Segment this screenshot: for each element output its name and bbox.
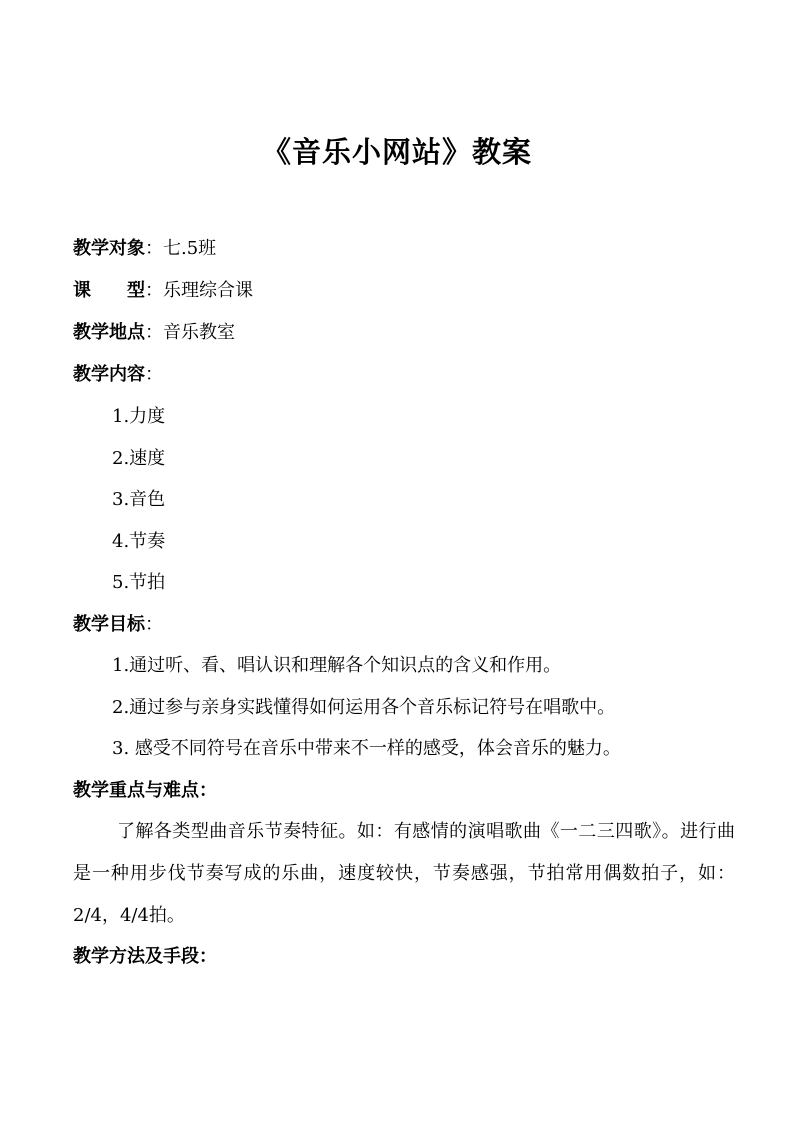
field-label-part: 型 [127,280,145,301]
goal-list-item: 2.通过参与亲身实践懂得如何运用各个音乐标记符号在唱歌中。 [112,697,616,718]
content-list-item: 3.音色 [112,489,166,510]
field-value: 七.5班 [163,238,217,259]
field-label-part: 课 [73,280,91,301]
section-heading-label: 教学内容 [73,364,145,385]
goal-list-item: 1.通过听、看、唱认识和理解各个知识点的含义和作用。 [112,655,562,676]
field-teaching-location [73,321,235,345]
document-title: 《音乐小网站》教案 [261,135,532,169]
field-separator: ： [145,322,163,343]
field-lesson-type [73,279,253,303]
section-heading-key-points: 教学重点与难点： [73,780,217,801]
content-list-item: 2.速度 [112,448,166,469]
content-list-item: 5.节拍 [112,572,166,593]
section-heading-separator: ： [145,364,163,385]
field-value: 音乐教室 [163,322,235,343]
field-teaching-target [73,237,216,261]
content-list-item: 1.力度 [112,406,166,427]
field-value: 乐理综合课 [163,280,253,301]
section-heading-separator: ： [145,614,163,635]
field-label: 教学对象 [73,238,145,259]
field-separator: ： [145,238,163,259]
field-separator: ： [145,280,163,301]
section-heading-content [73,363,163,387]
field-label: 教学地点 [73,322,145,343]
section-heading-goals [73,613,163,637]
section-heading-methods: 教学方法及手段： [73,946,217,967]
goal-list-item: 3. 感受不同符号在音乐中带来不一样的感受，体会音乐的魅力。 [112,738,621,759]
section-heading-label: 教学目标 [73,614,145,635]
content-list-item: 4.节奏 [112,531,166,552]
key-points-paragraph: 了解各类型曲音乐节奏特征。如：有感情的演唱歌曲《一二三四歌》。进行曲是一种用步伐节奏写成的乐曲，速度较快，节奏感强，节拍常用偶数拍子，如：2/4，4/4拍。 [73,821,735,926]
